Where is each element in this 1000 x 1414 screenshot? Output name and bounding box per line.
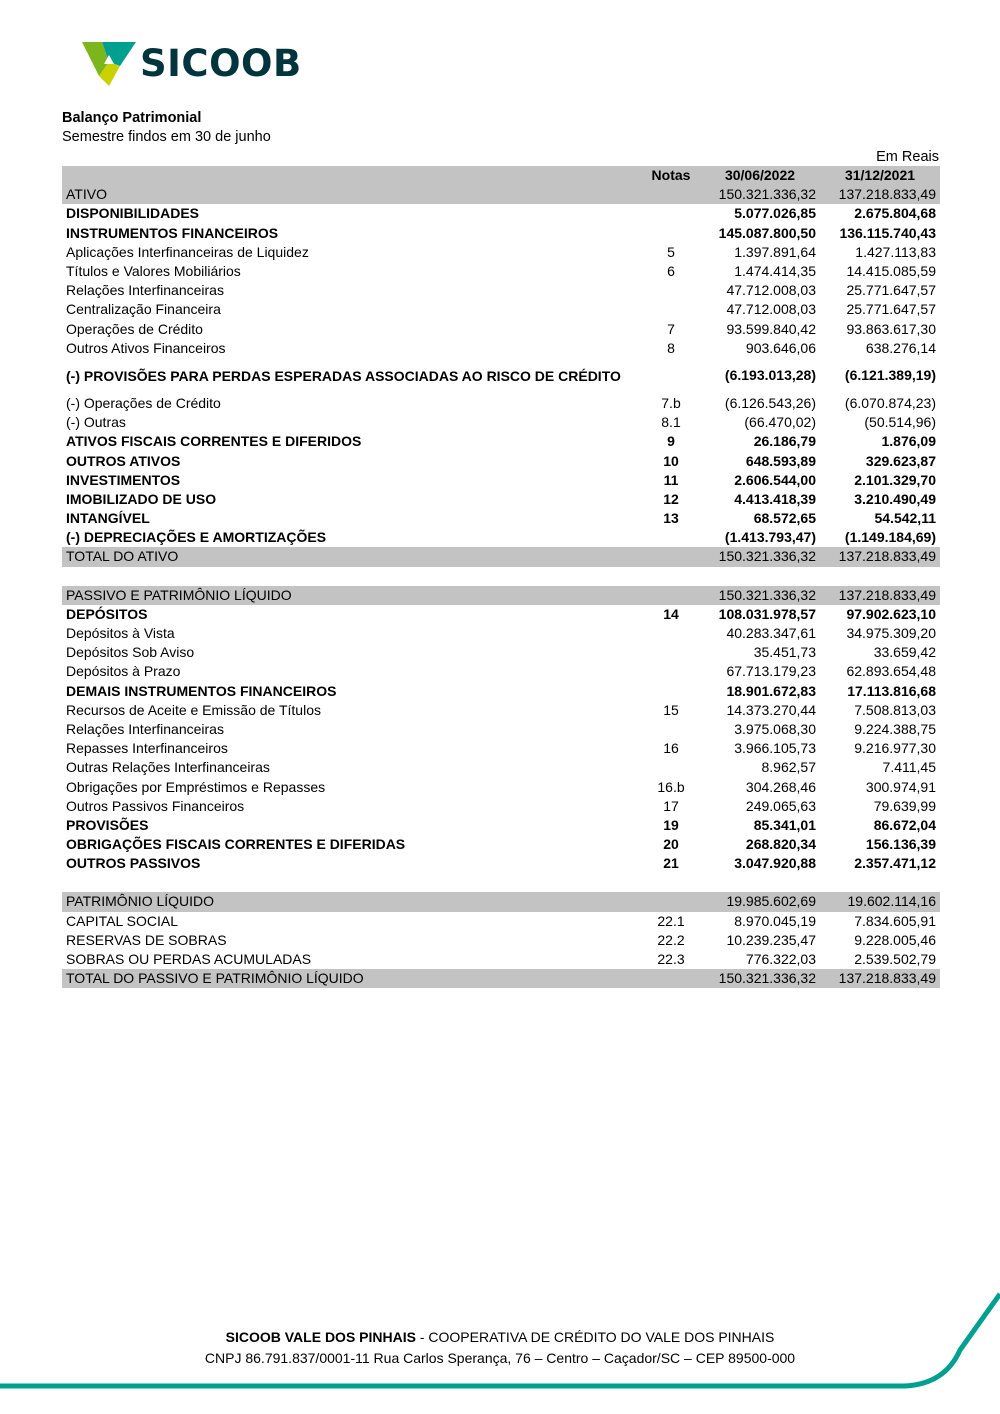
row-value-period2: 93.863.617,30 xyxy=(846,320,936,337)
row-value-period2: 1.427.113,83 xyxy=(855,243,936,260)
row-label: (-) PROVISÕES PARA PERDAS ESPERADAS ASSOCIADAS AO RISCO DE CRÉDITO xyxy=(66,367,621,384)
row-value-period2: 156.136,39 xyxy=(865,836,936,853)
table-row xyxy=(62,451,940,470)
table-row xyxy=(62,624,940,643)
header-notas: Notas xyxy=(642,166,700,185)
row-value-period1: 1.474.414,35 xyxy=(734,263,816,280)
table-row xyxy=(62,662,940,681)
row-value-period2: 9.224.388,75 xyxy=(854,720,936,737)
row-value-period2: 300.974,91 xyxy=(865,778,936,795)
row-value-period1: 304.268,46 xyxy=(745,778,816,795)
row-value-period1: 776.322,03 xyxy=(745,951,816,968)
table-row xyxy=(62,490,940,509)
row-value-period2: 137.218.833,49 xyxy=(820,969,940,988)
row-value-period2: 2.357.471,12 xyxy=(854,855,936,872)
row-label: INSTRUMENTOS FINANCEIROS xyxy=(66,224,279,241)
row-nota xyxy=(642,567,700,586)
row-nota xyxy=(642,643,700,662)
row-label: Centralização Financeira xyxy=(66,301,221,318)
row-label: ATIVOS FISCAIS CORRENTES E DIFERIDOS xyxy=(66,433,362,450)
header-label-cell xyxy=(62,166,642,185)
row-value-period1: 150.321.336,32 xyxy=(700,969,820,988)
row-value-period1: 40.283.347,61 xyxy=(726,625,816,642)
row-nota xyxy=(642,873,700,892)
row-label: Títulos e Valores Mobiliários xyxy=(66,263,241,280)
table-row xyxy=(62,300,940,319)
row-label: DISPONIBILIDADES xyxy=(66,205,200,222)
row-value-period1: 67.713.179,23 xyxy=(726,663,816,680)
row-value-period1: 5.077.026,85 xyxy=(734,205,816,222)
row-value-period2 xyxy=(820,873,940,892)
row-nota xyxy=(642,358,700,394)
row-nota: 14 xyxy=(663,605,679,622)
row-label xyxy=(62,567,642,586)
row-label: OUTROS ATIVOS xyxy=(66,452,181,469)
row-nota xyxy=(642,969,700,988)
row-value-period2: (6.121.389,19) xyxy=(844,367,936,384)
row-label: Aplicações Interfinanceiras de Liquidez xyxy=(66,243,309,260)
row-value-period1: 108.031.978,57 xyxy=(718,605,816,622)
row-value-period1 xyxy=(700,567,820,586)
table-row xyxy=(62,758,940,777)
header-period1: 30/06/2022 xyxy=(700,166,820,185)
row-nota: 5 xyxy=(667,243,675,260)
row-value-period1: 145.087.800,50 xyxy=(718,224,816,241)
row-value-period2: 14.415.085,59 xyxy=(846,263,936,280)
row-value-period2: 638.276,14 xyxy=(865,339,936,356)
row-nota xyxy=(642,224,700,243)
row-value-period1: 4.413.418,39 xyxy=(734,490,816,507)
row-value-period1: 150.321.336,32 xyxy=(700,185,820,204)
table-row xyxy=(62,931,940,950)
row-value-period1: 68.572,65 xyxy=(753,510,816,527)
row-label: PATRIMÔNIO LÍQUIDO xyxy=(62,892,642,911)
row-label: Depósitos Sob Aviso xyxy=(66,644,195,661)
row-label: Recursos de Aceite e Emissão de Títulos xyxy=(66,701,321,718)
row-nota xyxy=(642,720,700,739)
row-value-period1: 47.712.008,03 xyxy=(726,301,816,318)
row-value-period1: 10.239.235,47 xyxy=(726,931,816,948)
row-value-period2: 9.216.977,30 xyxy=(854,740,936,757)
row-nota xyxy=(642,300,700,319)
row-value-period1: (6.126.543,26) xyxy=(724,394,816,411)
table-row xyxy=(62,816,940,835)
row-value-period2: 62.893.654,48 xyxy=(846,663,936,680)
row-nota: 16.b xyxy=(657,778,685,795)
row-label: Obrigações por Empréstimos e Repasses xyxy=(66,778,326,795)
row-value-period2: 54.542,11 xyxy=(874,510,936,527)
table-row xyxy=(62,912,940,931)
table-row xyxy=(62,320,940,339)
row-value-period1: 8.962,57 xyxy=(761,759,816,776)
row-label: PASSIVO E PATRIMÔNIO LÍQUIDO xyxy=(62,586,642,605)
table-row xyxy=(62,185,940,204)
document-subtitle: Semestre findos em 30 de junho xyxy=(62,129,271,145)
row-value-period2: 2.101.329,70 xyxy=(854,471,936,488)
row-value-period1: 3.047.920,88 xyxy=(734,855,816,872)
row-label: CAPITAL SOCIAL xyxy=(66,912,179,929)
row-value-period2: 7.834.605,91 xyxy=(854,912,936,929)
row-label: TOTAL DO PASSIVO E PATRIMÔNIO LÍQUIDO xyxy=(62,969,642,988)
table-row xyxy=(62,950,940,969)
table-row xyxy=(62,358,940,394)
table-row xyxy=(62,605,940,624)
row-value-period1: 26.186,79 xyxy=(753,433,816,450)
row-value-period2: (1.149.184,69) xyxy=(844,529,936,546)
table-row xyxy=(62,432,940,451)
row-label: Outros Passivos Financeiros xyxy=(66,797,245,814)
row-nota xyxy=(642,682,700,701)
row-value-period1: 14.373.270,44 xyxy=(726,701,816,718)
row-value-period2: 7.508.813,03 xyxy=(854,701,936,718)
row-nota: 22.1 xyxy=(657,912,685,929)
row-value-period2: 25.771.647,57 xyxy=(846,301,936,318)
row-value-period1: 249.065,63 xyxy=(745,797,816,814)
table-row xyxy=(62,262,940,281)
row-value-period2: 34.975.309,20 xyxy=(846,625,936,642)
row-value-period2: 137.218.833,49 xyxy=(820,586,940,605)
row-nota: 13 xyxy=(663,510,679,527)
table-row xyxy=(62,720,940,739)
row-value-period1: 3.966.105,73 xyxy=(734,740,816,757)
row-value-period2: 25.771.647,57 xyxy=(846,282,936,299)
row-label: INVESTIMENTOS xyxy=(66,471,181,488)
row-value-period1: 19.985.602,69 xyxy=(700,892,820,911)
row-value-period1: (6.193.013,28) xyxy=(724,367,816,384)
row-label: Relações Interfinanceiras xyxy=(66,720,224,737)
row-value-period1: 150.321.336,32 xyxy=(700,547,820,566)
row-label: RESERVAS DE SOBRAS xyxy=(66,931,227,948)
row-nota: 22.2 xyxy=(657,931,685,948)
row-nota: 16 xyxy=(663,740,679,757)
table-row xyxy=(62,528,940,547)
currency-unit: Em Reais xyxy=(876,149,939,165)
balance-sheet-table xyxy=(62,166,940,988)
row-label: PROVISÕES xyxy=(66,816,149,833)
row-value-period1 xyxy=(700,873,820,892)
spacer-row xyxy=(62,873,940,892)
row-nota: 22.3 xyxy=(657,951,685,968)
table-row xyxy=(62,471,940,490)
row-label: OBRIGAÇÕES FISCAIS CORRENTES E DIFERIDAS xyxy=(66,836,406,853)
row-value-period1: 268.820,34 xyxy=(745,836,816,853)
row-value-period1: 35.451,73 xyxy=(753,644,816,661)
spacer-row xyxy=(62,567,940,586)
table-row xyxy=(62,643,940,662)
table-row xyxy=(62,739,940,758)
table-row xyxy=(62,243,940,262)
row-value-period2: 19.602.114,16 xyxy=(820,892,940,911)
row-label: Relações Interfinanceiras xyxy=(66,282,224,299)
table-body xyxy=(62,185,940,988)
row-label: IMOBILIZADO DE USO xyxy=(66,490,217,507)
row-label xyxy=(62,873,642,892)
row-label: Operações de Crédito xyxy=(66,320,203,337)
row-label: Outros Ativos Financeiros xyxy=(66,339,226,356)
row-label: INTANGÍVEL xyxy=(66,510,150,527)
row-value-period2: 329.623,87 xyxy=(865,452,936,469)
row-nota: 15 xyxy=(663,701,679,718)
row-label: (-) Operações de Crédito xyxy=(66,394,221,411)
row-label: DEMAIS INSTRUMENTOS FINANCEIROS xyxy=(66,682,337,699)
sicoob-logo xyxy=(80,40,302,88)
logo-wordmark: SICOOB xyxy=(140,42,302,85)
footer-org-name: SICOOB VALE DOS PINHAIS xyxy=(225,1329,416,1345)
header-period2: 31/12/2021 xyxy=(820,166,940,185)
row-nota xyxy=(642,892,700,911)
row-nota: 9 xyxy=(667,433,675,450)
row-value-period1: (66.470,02) xyxy=(744,414,816,431)
row-nota: 10 xyxy=(663,452,679,469)
row-nota: 21 xyxy=(663,855,679,872)
row-nota: 8.1 xyxy=(661,414,681,431)
row-label: Repasses Interfinanceiros xyxy=(66,740,228,757)
row-value-period2 xyxy=(820,567,940,586)
row-nota: 11 xyxy=(663,471,679,488)
row-value-period2: 3.210.490,49 xyxy=(854,490,936,507)
row-value-period2: 2.539.502,79 xyxy=(854,951,936,968)
row-nota xyxy=(642,204,700,223)
row-value-period2: 137.218.833,49 xyxy=(820,547,940,566)
row-value-period1: 2.606.544,00 xyxy=(734,471,816,488)
row-nota: 20 xyxy=(663,836,679,853)
row-value-period1: 85.341,01 xyxy=(753,816,816,833)
table-row xyxy=(62,339,940,358)
row-label: OUTROS PASSIVOS xyxy=(66,855,201,872)
table-row xyxy=(62,701,940,720)
table-row xyxy=(62,413,940,432)
table-row xyxy=(62,777,940,796)
row-value-period2: 33.659,42 xyxy=(873,644,936,661)
row-value-period2: 17.113.816,68 xyxy=(847,682,936,699)
table-row xyxy=(62,509,940,528)
row-value-period1: 150.321.336,32 xyxy=(700,586,820,605)
row-label: Depósitos à Prazo xyxy=(66,663,181,680)
row-nota xyxy=(642,624,700,643)
row-value-period2: 79.639,99 xyxy=(873,797,936,814)
row-value-period1: 3.975.068,30 xyxy=(734,720,816,737)
row-value-period2: 86.672,04 xyxy=(873,816,936,833)
table-row xyxy=(62,394,940,413)
row-label: Depósitos à Vista xyxy=(66,625,175,642)
table-row xyxy=(62,547,940,566)
row-value-period2: 97.902.623,10 xyxy=(846,605,936,622)
row-label: DEPÓSITOS xyxy=(66,605,148,622)
row-nota: 6 xyxy=(667,263,675,280)
footer-organization xyxy=(0,1329,1000,1345)
row-nota: 17 xyxy=(663,797,679,814)
row-value-period1: 648.593,89 xyxy=(745,452,816,469)
row-nota: 19 xyxy=(663,816,679,833)
row-nota xyxy=(642,758,700,777)
table-row xyxy=(62,682,940,701)
table-row xyxy=(62,204,940,223)
table-header-row xyxy=(62,166,940,185)
row-value-period2: 7.411,45 xyxy=(882,759,936,776)
table-row xyxy=(62,281,940,300)
footer-org-description: - COOPERATIVA DE CRÉDITO DO VALE DOS PINHAIS xyxy=(415,1329,775,1345)
row-value-period1: 93.599.840,42 xyxy=(726,320,816,337)
row-value-period2: 1.876,09 xyxy=(881,433,936,450)
table-row xyxy=(62,969,940,988)
table-row xyxy=(62,854,940,873)
row-nota: 12 xyxy=(663,490,679,507)
row-nota: 7.b xyxy=(661,394,681,411)
row-nota xyxy=(642,547,700,566)
row-label: Outras Relações Interfinanceiras xyxy=(66,759,270,776)
row-label: (-) DEPRECIAÇÕES E AMORTIZAÇÕES xyxy=(66,529,327,546)
row-value-period2: 9.228.005,46 xyxy=(854,931,936,948)
row-nota: 8 xyxy=(667,339,675,356)
table-row xyxy=(62,224,940,243)
table-row xyxy=(62,586,940,605)
row-label: ATIVO xyxy=(62,185,642,204)
footer-address: CNPJ 86.791.837/0001-11 Rua Carlos Sperança, 76 – Centro – Caçador/SC – CEP 89500-000 xyxy=(204,1350,796,1366)
sicoob-logo-icon xyxy=(80,40,138,88)
table-row xyxy=(62,797,940,816)
row-label: SOBRAS OU PERDAS ACUMULADAS xyxy=(66,951,312,968)
row-nota xyxy=(642,528,700,547)
row-value-period1: 903.646,06 xyxy=(745,339,816,356)
row-label: TOTAL DO ATIVO xyxy=(62,547,642,566)
row-value-period1: 8.970.045,19 xyxy=(734,912,816,929)
row-value-period1: 47.712.008,03 xyxy=(726,282,816,299)
row-nota xyxy=(642,662,700,681)
row-value-period2: 2.675.804,68 xyxy=(854,205,936,222)
row-value-period1: (1.413.793,47) xyxy=(724,529,816,546)
row-label: (-) Outras xyxy=(66,414,126,431)
row-value-period2: 137.218.833,49 xyxy=(820,185,940,204)
row-value-period2: (6.070.874,23) xyxy=(844,394,936,411)
row-value-period1: 1.397.891,64 xyxy=(734,243,816,260)
document-title: Balanço Patrimonial xyxy=(62,110,202,126)
table-row xyxy=(62,892,940,911)
row-nota xyxy=(642,586,700,605)
table-row xyxy=(62,835,940,854)
row-nota xyxy=(642,281,700,300)
row-value-period2: 136.115.740,43 xyxy=(839,224,936,241)
row-nota: 7 xyxy=(667,320,675,337)
row-nota xyxy=(642,185,700,204)
row-value-period2: (50.514,96) xyxy=(864,414,936,431)
row-value-period1: 18.901.672,83 xyxy=(726,682,816,699)
